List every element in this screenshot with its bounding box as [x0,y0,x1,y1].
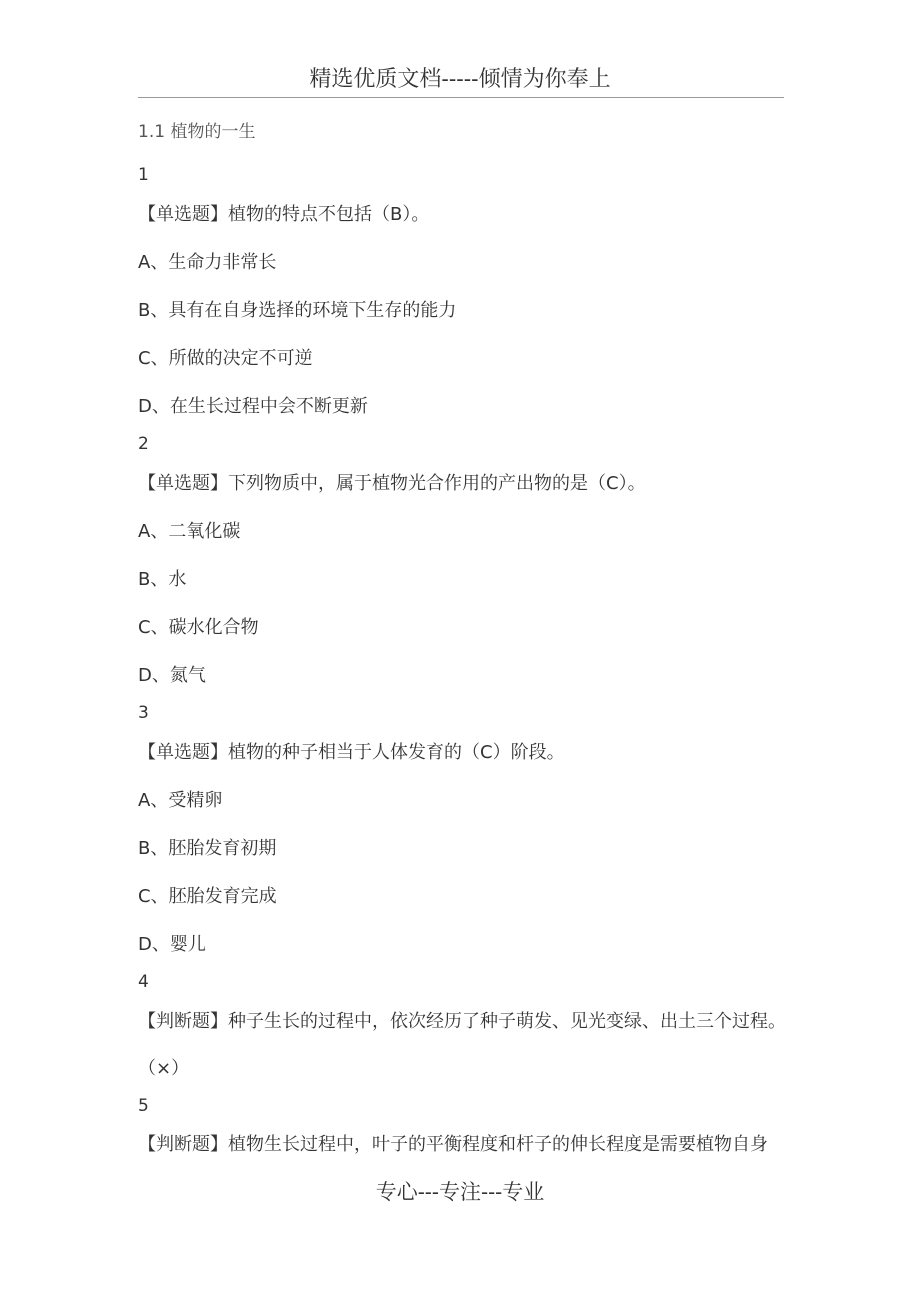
question-number: 5 [138,1096,149,1116]
question-number: 2 [138,434,149,454]
section-title: 1.1 植物的一生 [138,122,256,142]
option-b: B、胚胎发育初期 [138,838,277,859]
page-header: 精选优质文档-----倾情为你奉上 [309,67,611,92]
option-a: A、受精卵 [138,790,223,811]
option-c: C、胚胎发育完成 [138,886,277,907]
question-text: 【单选题】植物的种子相当于人体发育的（C）阶段。 [138,742,565,763]
option-d: D、在生长过程中会不断更新 [138,396,368,417]
question-text: 【单选题】下列物质中，属于植物光合作用的产出物的是（C）。 [138,473,646,494]
option-c: C、所做的决定不可逆 [138,348,313,369]
option-d: D、氮气 [138,665,206,686]
question-text: 【单选题】植物的特点不包括（B）。 [138,204,430,225]
question-text: 【判断题】种子生长的过程中，依次经历了种子萌发、见光变绿、出土三个过程。 [138,1011,786,1032]
option-a: A、二氧化碳 [138,521,241,542]
question-text: 【判断题】植物生长过程中，叶子的平衡程度和杆子的伸长程度是需要植物自身 [138,1134,768,1155]
option-b: B、具有在自身选择的环境下生存的能力 [138,300,457,321]
option-d: D、婴儿 [138,934,206,955]
option-b: B、水 [138,569,187,590]
option-c: C、碳水化合物 [138,617,259,638]
option-a: A、生命力非常长 [138,252,277,273]
question-number: 1 [138,165,149,185]
question-number: 3 [138,703,149,723]
page-footer: 专心---专注---专业 [375,1180,545,1204]
question-number: 4 [138,972,149,992]
answer-mark: （×） [138,1058,190,1079]
header-divider [138,97,784,98]
